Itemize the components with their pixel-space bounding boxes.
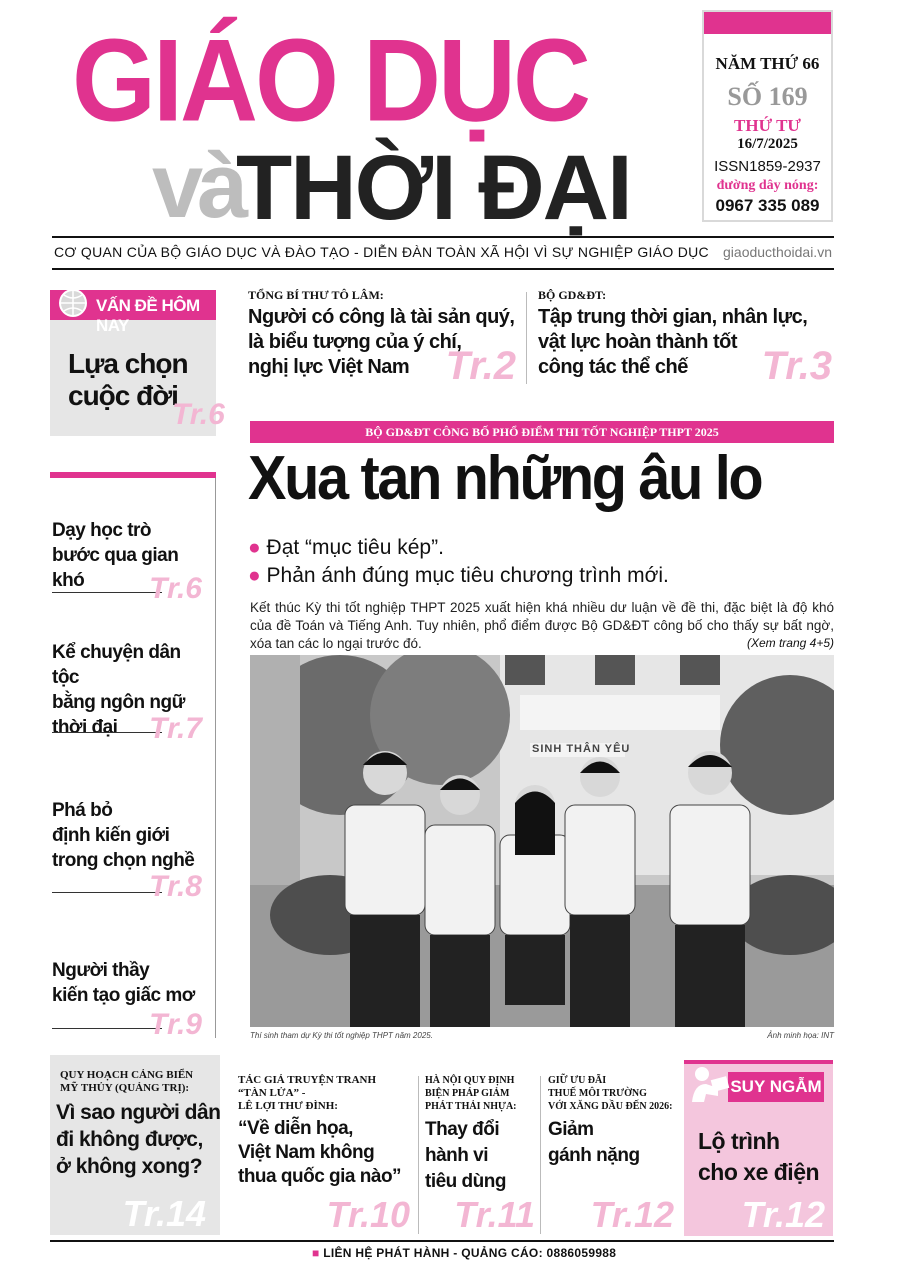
website-link[interactable]: giaoducthoidai.vn — [723, 244, 832, 260]
tagline-row — [52, 236, 834, 270]
hotline-label: đường dây nóng: — [716, 178, 819, 193]
bottom-story-2-title: “Về diễn họa, Việt Nam không thua quốc gia nào” — [238, 1118, 402, 1187]
square-bullet-icon: ■ — [312, 1246, 320, 1260]
bottom-story-4-title: Giảm gánh nặng — [548, 1119, 640, 1166]
left-story-1-page: Tr.6 — [149, 572, 202, 605]
masthead-title: GIÁO DỤC — [72, 14, 588, 146]
left-story-3[interactable]: Phá bỏ định kiến giới trong chọn nghề Tr.8 — [52, 800, 202, 903]
top-story-2-page: Tr.3 — [761, 344, 832, 388]
left-story-4[interactable]: Người thầy kiến tạo giấc mơ Tr.9 — [52, 960, 202, 1041]
top-story-1-title: Người có công là tài sản quý, là biểu tượng của ý chí, nghị lực Việt Nam — [248, 306, 515, 378]
top-story-2-title: Tập trung thời gian, nhân lực, vật lực hoàn thành tốt công tác thể chế — [538, 306, 808, 378]
photo-caption: Thí sinh tham dự Kỳ thi tốt nghiệp THPT năm 2025. — [250, 1031, 433, 1040]
main-banner: BỘ GD&ĐT CÔNG BỐ PHỔ ĐIỂM THI TỐT NGHIỆP THPT 2025 — [250, 421, 834, 443]
photo-credit: Ảnh minh họa: INT — [767, 1031, 834, 1040]
bottom-story-3[interactable]: HÀ NỘI QUY ĐỊNH BIỆN PHÁP GIẢM PHÁT THẢI NHỰA: Thay đổi hành vi tiêu dùng Tr.11 — [425, 1075, 535, 1235]
bottom-story-4-page: Tr.12 — [590, 1194, 674, 1235]
top-story-1-page: Tr.2 — [445, 344, 516, 388]
photo-sign-text: SINH THÂN YÊU — [532, 743, 631, 755]
today-issue-box[interactable] — [50, 290, 225, 436]
hotline-number: 0967 335 089 — [715, 196, 820, 215]
bottom-story-1-title: Vì sao người dân đi không được, ở không xong? — [56, 1101, 221, 1178]
bottom-story-3-title: Thay đổi hành vi tiêu dùng — [425, 1119, 506, 1192]
bullet-item: ● Phản ánh đúng mục tiêu chương trình mới. — [248, 564, 669, 587]
reflection-label: SUY NGẪM — [728, 1072, 824, 1102]
issue-year: NĂM THỨ 66 — [715, 54, 820, 73]
masthead-va: và — [152, 135, 243, 237]
main-lead: Kết thúc Kỳ thi tốt nghiệp THPT 2025 xuất hiện khá nhiều dư luận về đề thi, đặc biệt là độ khó của đề Toán và Tiếng Anh. Tuy nhiên, phổ điểm được Bộ GD&ĐT công bố cho thấy sự bất ngờ, xóa tan các lo ngại trước đó. — [250, 600, 834, 651]
main-bullets — [248, 534, 669, 590]
left-story-2[interactable]: Kể chuyện dân tộc bằng ngôn ngữ thời đại Tr.7 — [52, 642, 202, 745]
top-story-2[interactable] — [538, 288, 834, 388]
issue-weekday: THỨ TƯ — [734, 116, 801, 135]
issue-number: SỐ 169 — [727, 82, 808, 111]
bullet-dot-icon: ● — [248, 564, 261, 587]
bottom-story-2-page: Tr.10 — [326, 1194, 410, 1235]
students-photo-illustration — [250, 655, 834, 1027]
top-story-1-kicker: TỔNG BÍ THƯ TÔ LÂM: — [248, 288, 384, 302]
bottom-story-3-page: Tr.11 — [454, 1194, 535, 1235]
left-story-1[interactable]: Dạy học trò bước qua gian khó Tr.6 — [52, 520, 202, 605]
issue-issn: ISSN1859-2937 — [714, 158, 821, 175]
reflection-box[interactable] — [684, 1060, 833, 1236]
left-story-2-page: Tr.7 — [149, 712, 202, 745]
bottom-story-1[interactable]: QUY HOẠCH CẢNG BIỂN MỸ THỦY (QUẢNG TRỊ): Vì sao người dân đi không được, ở không xong? Tr.14 — [50, 1055, 220, 1235]
today-page: Tr.6 — [172, 398, 225, 431]
left-column-top-bar — [50, 472, 216, 478]
globe-book-icon — [54, 288, 92, 322]
main-headline[interactable]: Xua tan những âu lo — [248, 444, 762, 513]
today-title: Lựa chọn cuộc đời — [68, 348, 188, 411]
see-page-link[interactable]: (Xem trang 4+5) — [746, 636, 834, 650]
footer-contact: ■ LIÊN HỆ PHÁT HÀNH - QUẢNG CÁO: 0886059988 — [312, 1246, 617, 1260]
bottom-story-1-page: Tr.14 — [122, 1193, 206, 1234]
masthead-subtitle: THỜI ĐẠI — [236, 137, 631, 239]
bullet-dot-icon: ● — [248, 536, 261, 559]
top-story-1[interactable] — [248, 288, 520, 388]
reflection-title: Lộ trình cho xe điện — [698, 1128, 820, 1185]
main-photo — [250, 655, 834, 1027]
left-story-4-page: Tr.9 — [149, 1008, 202, 1041]
top-story-2-kicker: BỘ GD&ĐT: — [538, 288, 607, 302]
issue-date: 16/7/2025 — [737, 136, 798, 152]
bottom-story-2[interactable]: TÁC GIẢ TRUYỆN TRANH “TÀN LỬA” - LÊ LỢI THƯ ĐÌNH: “Về diễn họa, Việt Nam không thua quốc gia nào” Tr.10 — [238, 1074, 410, 1235]
left-story-3-page: Tr.8 — [149, 870, 202, 903]
reading-person-icon — [688, 1062, 732, 1106]
bullet-item: ● Đạt “mục tiêu kép”. — [248, 536, 444, 559]
bottom-story-4[interactable]: GIỮ ƯU ĐÃI THUẾ MÔI TRƯỜNG VỚI XĂNG DẦU ĐẾN 2026: Giảm gánh nặng Tr.12 — [548, 1074, 678, 1236]
tagline: CƠ QUAN CỦA BỘ GIÁO DỤC VÀ ĐÀO TẠO - DIỄN ĐÀN TOÀN XÃ HỘI VÌ SỰ NGHIỆP GIÁO DỤC — [54, 244, 709, 260]
issue-info-box — [702, 10, 833, 222]
today-label: VẤN ĐỀ HÔM NAY — [96, 296, 200, 335]
reflection-page: Tr.12 — [741, 1194, 825, 1235]
